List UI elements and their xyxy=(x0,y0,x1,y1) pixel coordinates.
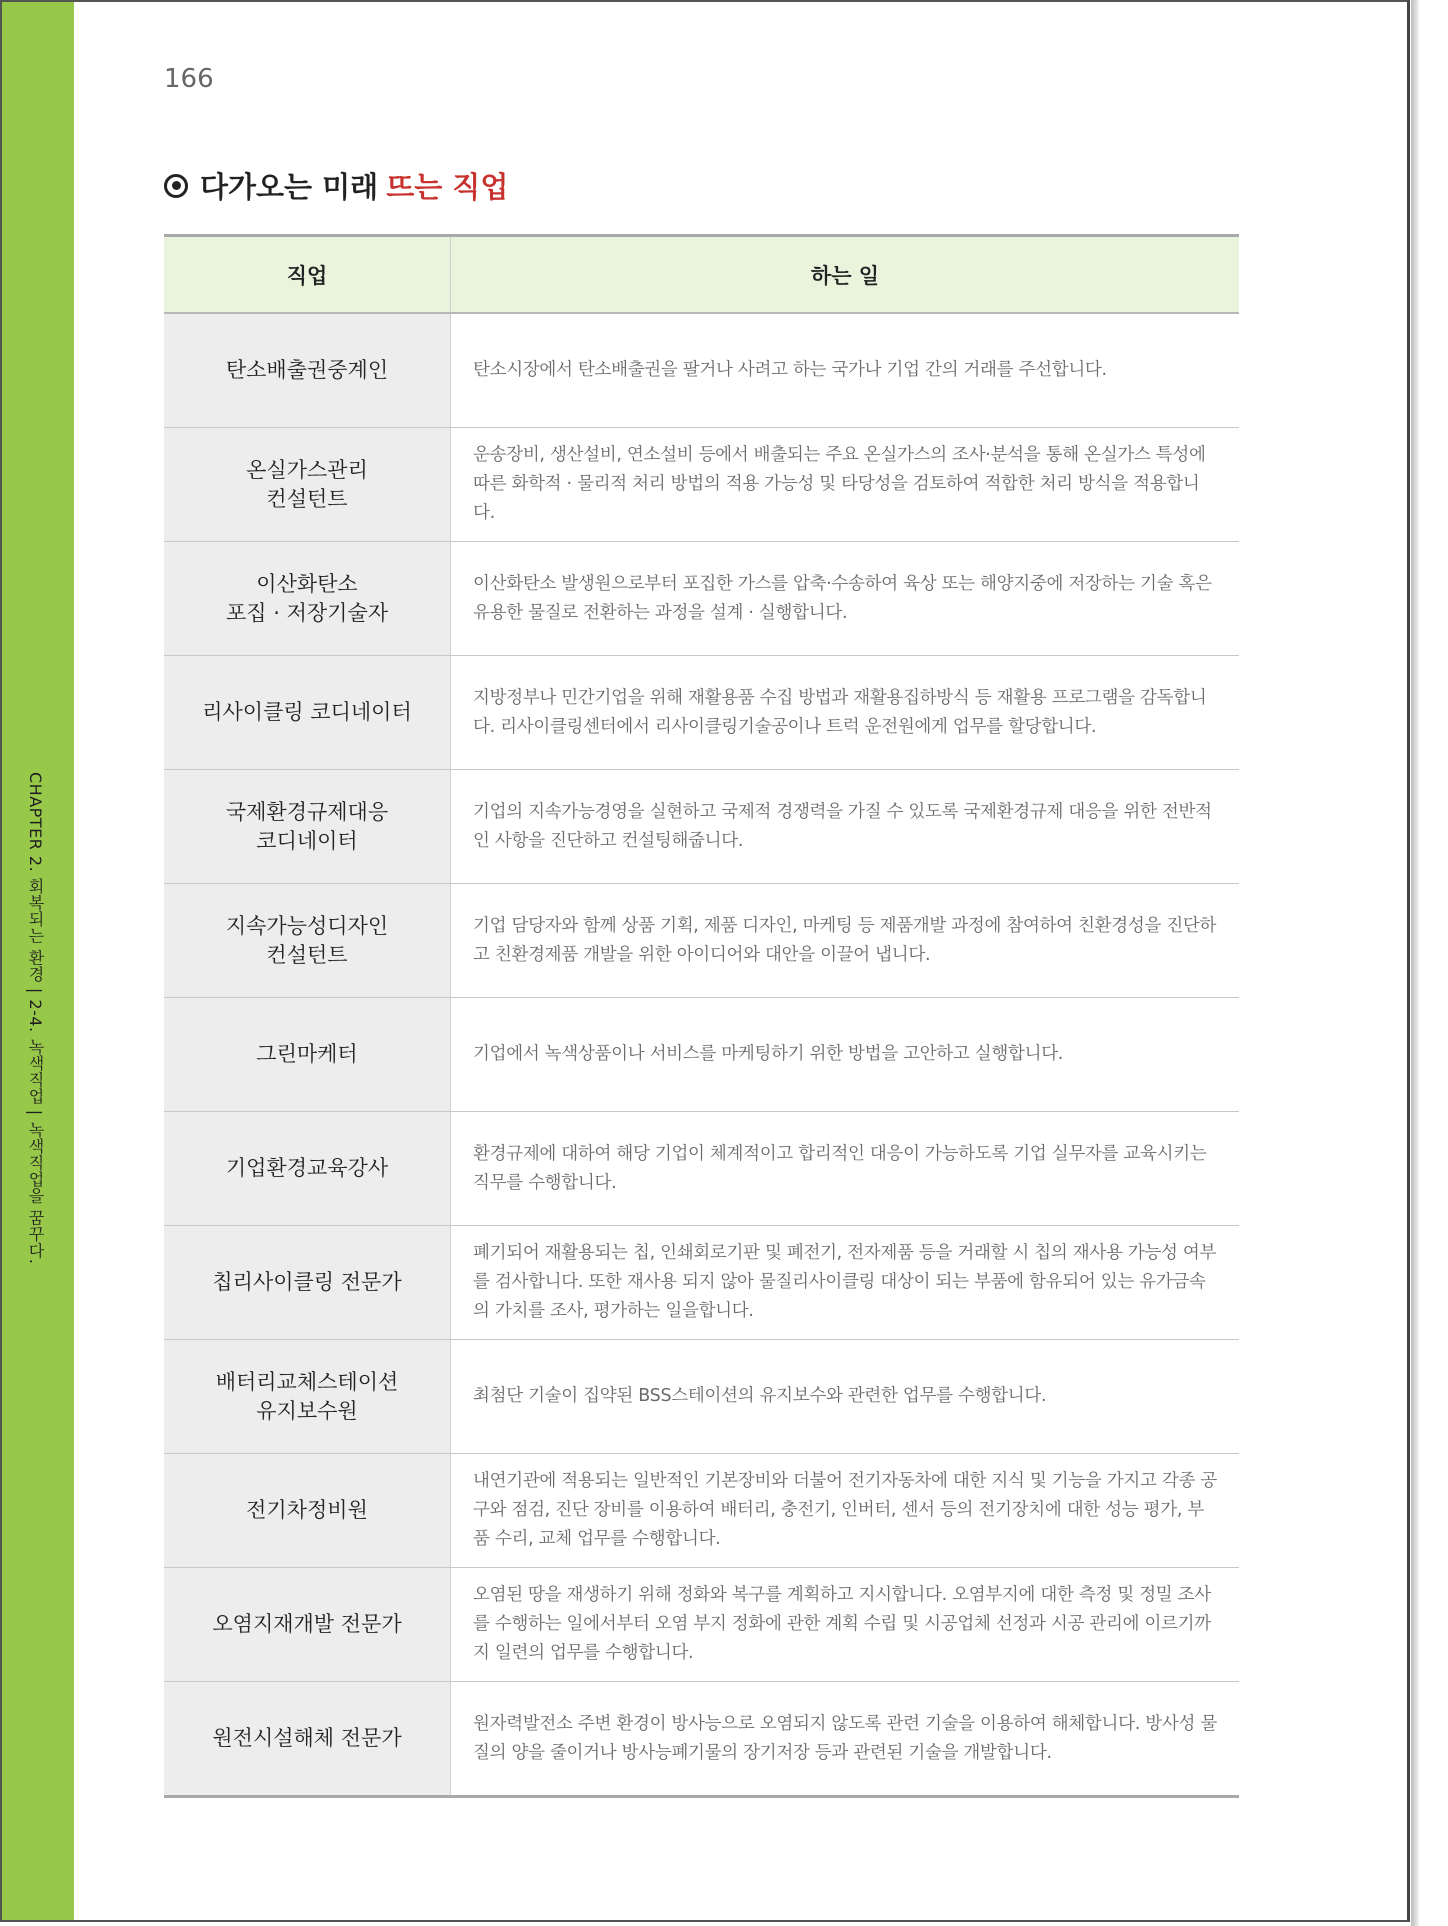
table-row xyxy=(164,428,1239,542)
table-row xyxy=(164,542,1239,656)
chapter-side-label: CHAPTER 2. 회복되는 환경 | 2-4. 녹색직업 | 녹색직업을 꿈꾸다. xyxy=(26,772,45,1265)
page-number: 166 xyxy=(164,64,214,94)
job-title-cell: 오염지재개발 전문가 xyxy=(164,1568,451,1682)
job-title-cell: 온실가스관리 컨설턴트 xyxy=(164,428,451,542)
job-title-cell: 기업환경교육강사 xyxy=(164,1112,451,1226)
chapter-side-tab xyxy=(2,2,74,1920)
job-title-cell: 그린마케터 xyxy=(164,998,451,1112)
job-description-cell: 오염된 땅을 재생하기 위해 정화와 복구를 계획하고 지시합니다. 오염부지에 대한 측정 및 정밀 조사를 수행하는 일에서부터 오염 부지 정화에 관한 계획 수립 및 시공업체 선정과 시공 관리에 이르기까지 일련의 업무를 수행합니다. xyxy=(451,1568,1240,1682)
job-description-cell: 탄소시장에서 탄소배출권을 팔거나 사려고 하는 국가나 기업 간의 거래를 주선합니다. xyxy=(451,313,1240,428)
section-title-prefix: 다가오는 미래 xyxy=(200,170,379,204)
table-row xyxy=(164,1340,1239,1454)
table-row xyxy=(164,1682,1239,1797)
job-title-cell: 리사이클링 코디네이터 xyxy=(164,656,451,770)
table-row xyxy=(164,884,1239,998)
job-description-cell: 지방정부나 민간기업을 위해 재활용품 수집 방법과 재활용집하방식 등 재활용 프로그램을 감독합니다. 리사이클링센터에서 리사이클링기술공이나 트럭 운전원에게 업무를 할당합니다. xyxy=(451,656,1240,770)
job-description-cell: 이산화탄소 발생원으로부터 포집한 가스를 압축·수송하여 육상 또는 해양지중에 저장하는 기술 혹은 유용한 물질로 전환하는 과정을 설계 · 실행합니다. xyxy=(451,542,1240,656)
job-title-cell: 탄소배출권중계인 xyxy=(164,313,451,428)
table-row xyxy=(164,770,1239,884)
job-title-cell: 칩리사이클링 전문가 xyxy=(164,1226,451,1340)
header-description: 하는 일 xyxy=(451,236,1240,314)
job-title-cell: 국제환경규제대응 코디네이터 xyxy=(164,770,451,884)
table-row xyxy=(164,656,1239,770)
job-title-cell: 이산화탄소 포집 · 저장기술자 xyxy=(164,542,451,656)
job-description-cell: 기업 담당자와 함께 상품 기획, 제품 디자인, 마케팅 등 제품개발 과정에 참여하여 친환경성을 진단하고 친환경제품 개발을 위한 아이디어와 대안을 이끌어 냅니다. xyxy=(451,884,1240,998)
job-description-cell: 환경규제에 대하여 해당 기업이 체계적이고 합리적인 대응이 가능하도록 기업 실무자를 교육시키는 직무를 수행합니다. xyxy=(451,1112,1240,1226)
table-row xyxy=(164,1112,1239,1226)
job-description-cell: 내연기관에 적용되는 일반적인 기본장비와 더불어 전기자동차에 대한 지식 및 기능을 가지고 각종 공구와 점검, 진단 장비를 이용하여 배터리, 충전기, 인버터, 센서 등의 전기장치에 대한 성능 평가, 부품 수리, 교체 업무를 수행합니다. xyxy=(451,1454,1240,1568)
section-title-highlight: 뜨는 직업 xyxy=(386,170,509,204)
section-title xyxy=(164,165,508,206)
job-description-cell: 최첨단 기술이 집약된 BSS스테이션의 유지보수와 관련한 업무를 수행합니다. xyxy=(451,1340,1240,1454)
job-title-cell: 원전시설해체 전문가 xyxy=(164,1682,451,1797)
table-row xyxy=(164,1568,1239,1682)
table-row xyxy=(164,998,1239,1112)
job-description-cell: 운송장비, 생산설비, 연소설비 등에서 배출되는 주요 온실가스의 조사·분석을 통해 온실가스 특성에 따른 화학적 · 물리적 처리 방법의 적용 가능성 및 타당성을 검토하여 적합한 처리 방식을 적용합니다. xyxy=(451,428,1240,542)
job-description-cell: 기업에서 녹색상품이나 서비스를 마케팅하기 위한 방법을 고안하고 실행합니다. xyxy=(451,998,1240,1112)
table-row xyxy=(164,1226,1239,1340)
target-bullet-icon xyxy=(164,174,188,198)
job-description-cell: 기업의 지속가능경영을 실현하고 국제적 경쟁력을 가질 수 있도록 국제환경규제 대응을 위한 전반적인 사항을 진단하고 컨설팅해줍니다. xyxy=(451,770,1240,884)
job-title-cell: 지속가능성디자인 컨설턴트 xyxy=(164,884,451,998)
job-description-cell: 폐기되어 재활용되는 칩, 인쇄회로기판 및 폐전기, 전자제품 등을 거래할 시 칩의 재사용 가능성 여부를 검사합니다. 또한 재사용 되지 않아 물질리사이클링 대상이 되는 부품에 함유되어 있는 유가금속의 가치를 조사, 평가하는 일을합니다. xyxy=(451,1226,1240,1340)
job-title-cell: 배터리교체스테이션 유지보수원 xyxy=(164,1340,451,1454)
page-edge-shadow xyxy=(1411,0,1419,1926)
table-row xyxy=(164,313,1239,428)
table-body xyxy=(164,313,1239,1797)
header-job: 직업 xyxy=(164,236,451,314)
table-header-row xyxy=(164,236,1239,314)
job-title-cell: 전기차정비원 xyxy=(164,1454,451,1568)
jobs-table xyxy=(164,234,1239,1798)
job-description-cell: 원자력발전소 주변 환경이 방사능으로 오염되지 않도록 관련 기술을 이용하여 해체합니다. 방사성 물질의 양을 줄이거나 방사능폐기물의 장기저장 등과 관련된 기술을 개발합니다. xyxy=(451,1682,1240,1797)
table-row xyxy=(164,1454,1239,1568)
